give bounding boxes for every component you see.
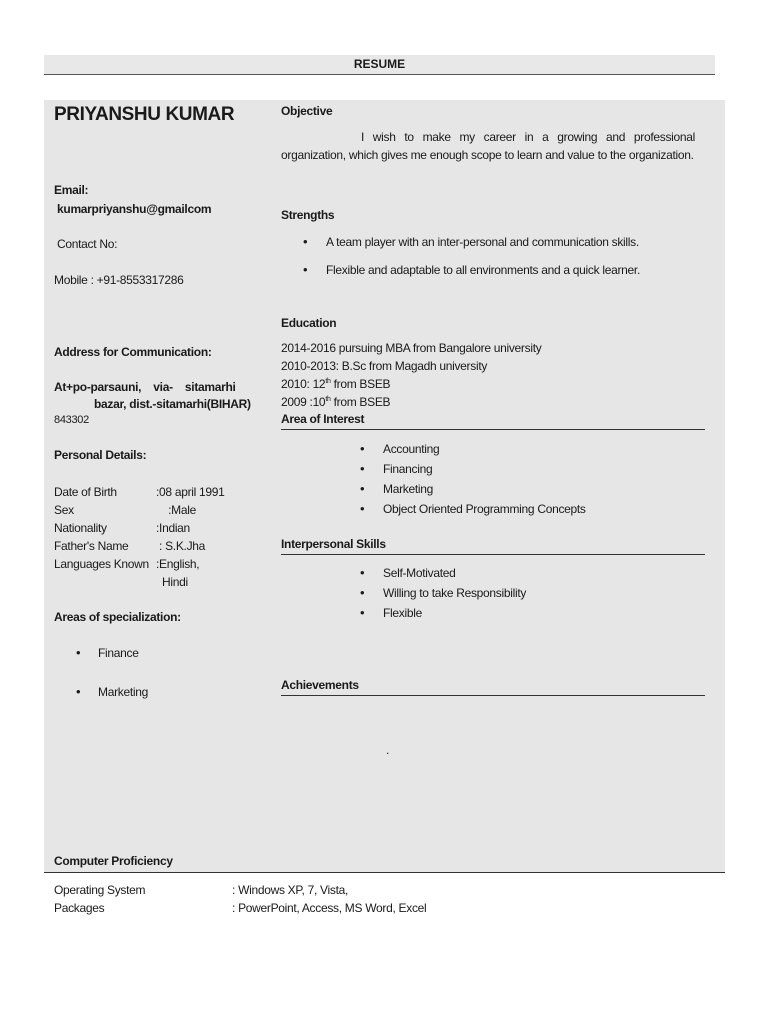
personal-row: Languages Known :English,	[54, 557, 200, 571]
personal-row: Sex :Male	[54, 503, 196, 517]
email-label: Email:	[54, 183, 89, 197]
education-item: 2014-2016 pursuing MBA from Bangalore university	[281, 341, 542, 355]
address-line-1: At+po-parsauni, via- sitamarhi	[54, 380, 236, 394]
list-item: • Marketing	[360, 479, 700, 499]
interpersonal-list	[360, 563, 700, 623]
title-bar	[44, 55, 715, 75]
list-item: • Self-Motivated	[360, 563, 700, 583]
list-item: • Marketing	[76, 683, 256, 701]
contact-label: Contact No:	[54, 237, 118, 251]
personal-row: Father's Name : S.K.Jha	[54, 539, 206, 553]
objective-text: I wish to make my career in a growing and professional organization, which gives me enough scope to learn and value to the organization.	[281, 130, 695, 162]
table-row: Packages : PowerPoint, Access, MS Word, Excel	[54, 901, 427, 915]
personal-row: Date of Birth :08 april 1991	[54, 485, 225, 499]
education-item: 2010-2013: B.Sc from Magadh university	[281, 359, 488, 373]
interest-label: Area of Interest	[281, 412, 365, 426]
table-row: Operating System : Windows XP, 7, Vista,	[54, 883, 349, 897]
personal-row: Hindi	[162, 575, 188, 589]
mobile-number: Mobile : +91-8553317286	[54, 273, 184, 287]
address-line-2: bazar, dist.-sitamarhi(BIHAR)	[94, 397, 251, 411]
personal-details-label: Personal Details:	[54, 448, 147, 462]
education-item: 2009 :10th from BSEB	[281, 395, 391, 409]
address-label: Address for Communication:	[54, 345, 212, 359]
list-item: • Financing	[360, 459, 700, 479]
computer-proficiency-label: Computer Proficiency	[54, 854, 173, 868]
education-list	[281, 339, 701, 411]
section-divider	[281, 554, 705, 555]
resume-title: RESUME	[353, 57, 406, 71]
list-item: • Willing to take Responsibility	[360, 583, 700, 603]
interest-list	[360, 439, 700, 519]
list-item: • A team player with an inter-personal and communication skills.	[303, 233, 713, 251]
specialization-list	[76, 644, 256, 701]
education-item: 2010: 12th from BSEB	[281, 377, 391, 391]
section-divider	[281, 695, 705, 696]
candidate-name: PRIYANSHU KUMAR	[54, 104, 235, 125]
list-item: • Accounting	[360, 439, 700, 459]
personal-details	[54, 483, 274, 591]
strengths-list	[303, 233, 713, 279]
interpersonal-label: Interpersonal Skills	[281, 537, 386, 551]
achievements-label: Achievements	[281, 678, 359, 692]
list-item: • Finance	[76, 644, 256, 662]
address-pin: 843302	[54, 414, 89, 426]
email-value: kumarpriyanshu@gmailcom	[54, 202, 212, 216]
personal-row: Nationality :Indian	[54, 521, 190, 535]
section-divider	[281, 429, 705, 430]
objective-label: Objective	[281, 104, 333, 118]
list-item: • Object Oriented Programming Concepts	[360, 499, 700, 519]
computer-proficiency-table	[54, 881, 714, 917]
strengths-label: Strengths	[281, 208, 335, 222]
achievements-text: .	[386, 743, 390, 757]
specialization-label: Areas of specialization:	[54, 610, 181, 624]
section-divider	[44, 872, 725, 873]
education-label: Education	[281, 316, 337, 330]
list-item: • Flexible	[360, 603, 700, 623]
list-item: • Flexible and adaptable to all environments and a quick learner.	[303, 261, 713, 279]
